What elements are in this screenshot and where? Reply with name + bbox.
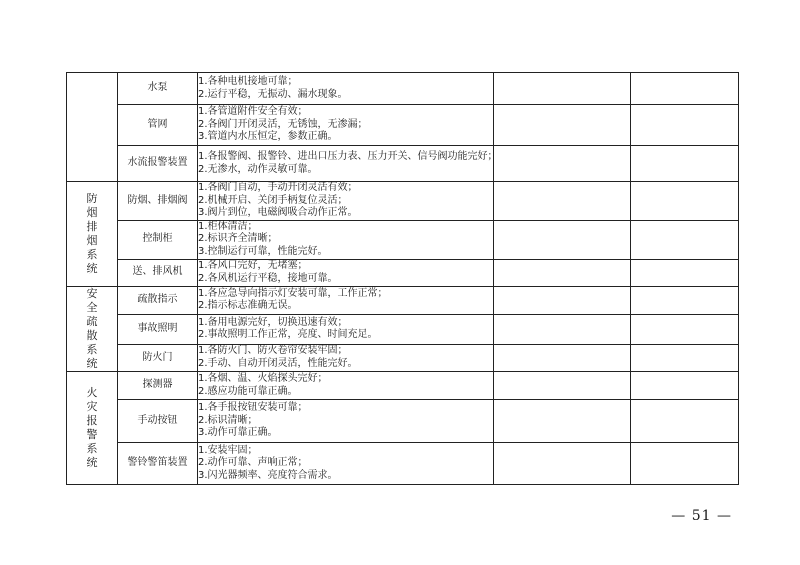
- requirements-cell: [198, 443, 494, 485]
- item-name: 送、排风机: [118, 259, 198, 286]
- requirement-line: 1.各管道附件安全有效；: [198, 106, 308, 118]
- system-cell: [67, 73, 118, 182]
- item-name: 事故照明: [118, 315, 198, 345]
- item-name: 防火门: [118, 344, 198, 371]
- requirements-cell: [198, 400, 494, 443]
- table-row: [67, 182, 739, 221]
- requirements-cell: [198, 146, 498, 182]
- system-cell: [67, 372, 118, 485]
- item-name: 管网: [118, 105, 198, 146]
- requirement-line: 3.控制运行可靠，性能完好。: [198, 245, 328, 257]
- requirement-line: 2.运行平稳，无振动、漏水现象。: [198, 88, 348, 100]
- table-row: [67, 105, 739, 146]
- requirement-line: 2.机械开启、关闭手柄复位灵活；: [198, 194, 348, 206]
- requirements-cell: [198, 286, 494, 315]
- requirement-line: 2.标识齐全清晰；: [198, 233, 278, 245]
- requirement-line: 2.手动、自动开闭灵活，性能完好。: [198, 357, 358, 369]
- blank-cell: [494, 146, 631, 182]
- requirements-cell: [198, 259, 494, 286]
- requirement-line: 1.各报警阀、报警铃、进出口压力表、压力开关、信号阀功能完好；: [198, 151, 498, 162]
- requirements-cell: [198, 315, 494, 345]
- requirements-cell: [198, 105, 494, 146]
- item-name: 控制柜: [118, 220, 198, 259]
- requirements-cell: [198, 182, 494, 221]
- requirements-cell: [198, 372, 494, 400]
- requirement-line: 3.动作可靠正确。: [198, 427, 278, 439]
- blank-cell: [631, 400, 739, 443]
- blank-cell: [631, 259, 739, 286]
- requirement-line: 2.各风机运行平稳，接地可靠。: [198, 272, 338, 284]
- table-row: [67, 372, 739, 400]
- table-row: [67, 146, 739, 182]
- requirement-line: 2.动作可靠、声响正常；: [198, 457, 308, 469]
- system-cell: [67, 182, 118, 287]
- table-row: [67, 286, 739, 315]
- blank-cell: [494, 344, 631, 371]
- table-row: [67, 259, 739, 286]
- blank-cell: [631, 286, 739, 315]
- table-row: [67, 400, 739, 443]
- item-name: 疏散指示: [118, 286, 198, 315]
- blank-cell: [631, 315, 739, 345]
- blank-cell: [631, 344, 739, 371]
- blank-cell: [631, 182, 739, 221]
- system-name: 火灾报警系统: [86, 385, 98, 469]
- requirements-cell: [198, 73, 494, 105]
- table-row: [67, 73, 739, 105]
- requirement-line: 1.各种电机接地可靠；: [198, 76, 298, 87]
- item-name: 探测器: [118, 372, 198, 400]
- table-row: [67, 315, 739, 345]
- requirement-line: 1.安装牢固；: [198, 444, 258, 456]
- blank-cell: [494, 400, 631, 443]
- item-name: 水流报警装置: [118, 146, 198, 182]
- requirement-line: 1.柜体清洁；: [198, 220, 258, 232]
- item-name: 警铃警笛装置: [118, 443, 198, 485]
- blank-cell: [631, 443, 739, 485]
- blank-cell: [494, 259, 631, 286]
- inspection-table: [66, 72, 739, 485]
- system-cell: [67, 286, 118, 372]
- requirements-cell: [198, 220, 494, 259]
- requirement-line: 2.指示标志准确无误。: [198, 300, 298, 312]
- requirement-line: 1.各风口完好，无堵塞；: [198, 260, 308, 271]
- requirement-line: 3.阀片到位，电磁阀吸合动作正常。: [198, 207, 358, 218]
- item-name: 水泵: [118, 73, 198, 105]
- requirements-cell: [198, 344, 494, 371]
- inspection-table-body: [67, 73, 739, 485]
- requirement-line: 1.备用电源完好，切换迅速有效；: [198, 316, 348, 328]
- system-name: 防烟排烟系统: [86, 191, 98, 275]
- item-name: 手动按钮: [118, 400, 198, 443]
- blank-cell: [494, 443, 631, 485]
- requirement-line: 2.感应功能可靠正确。: [198, 385, 298, 397]
- blank-cell: [631, 372, 739, 400]
- requirement-line: 2.各阀门开闭灵活，无锈蚀，无渗漏；: [198, 118, 368, 130]
- blank-cell: [631, 73, 739, 105]
- blank-cell: [494, 182, 631, 221]
- requirement-line: 3.闪光器频率、亮度符合需求。: [198, 469, 338, 481]
- table-row: [67, 220, 739, 259]
- blank-cell: [631, 146, 739, 182]
- blank-cell: [494, 105, 631, 146]
- blank-cell: [494, 73, 631, 105]
- requirement-line: 2.标识清晰；: [198, 414, 258, 426]
- blank-cell: [631, 105, 739, 146]
- requirement-line: 1.各烟、温、火焰探头完好；: [198, 373, 328, 384]
- requirement-line: 2.无渗水，动作灵敏可靠。: [198, 163, 318, 175]
- table-row: [67, 443, 739, 485]
- blank-cell: [494, 315, 631, 345]
- page-number: — 51 —: [671, 508, 732, 524]
- requirement-line: 3.管道内水压恒定，参数正确。: [198, 131, 338, 143]
- item-name: 防烟、排烟阀: [118, 182, 198, 221]
- requirement-line: 2.事故照明工作正常，亮度、时间充足。: [198, 329, 378, 341]
- requirement-line: 1.各防火门、防火卷帘安装牢固；: [198, 345, 348, 357]
- requirement-line: 1.各阀门自动，手动开闭灵活有效；: [198, 182, 358, 193]
- system-name: 安全疏散系统: [86, 286, 98, 370]
- blank-cell: [631, 220, 739, 259]
- blank-cell: [494, 220, 631, 259]
- table-row: [67, 344, 739, 371]
- blank-cell: [494, 372, 631, 400]
- blank-cell: [494, 286, 631, 315]
- requirement-line: 1.各应急导向指示灯安装可靠，工作正常；: [198, 287, 388, 299]
- requirement-line: 1.各手报按钮安装可靠；: [198, 402, 308, 414]
